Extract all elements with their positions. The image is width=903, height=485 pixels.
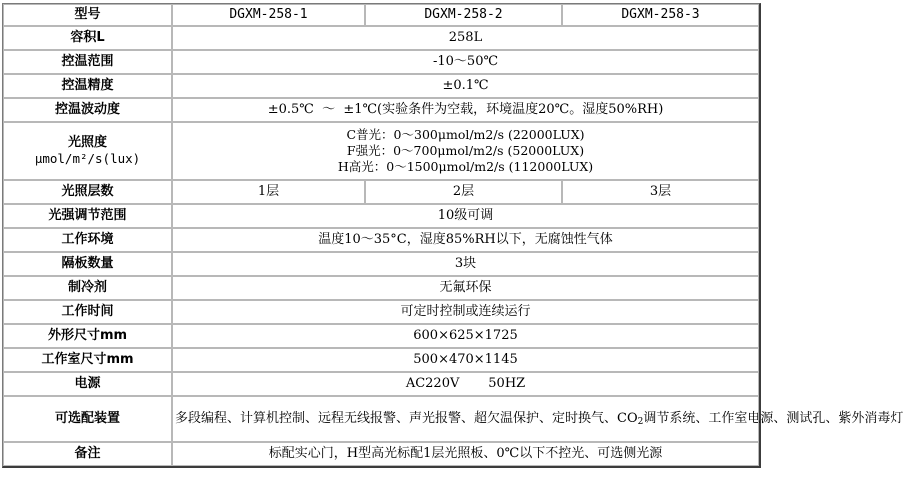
row-shelves	[3, 252, 759, 276]
chamber-size-label: 工作室尺寸mm	[3, 348, 172, 372]
outer-size-value: 600×625×1725	[172, 324, 759, 348]
row-outer-size	[3, 324, 759, 348]
work-env-label: 工作环境	[3, 228, 172, 252]
row-capacity	[3, 26, 759, 50]
temp-range-label: 控温范围	[3, 50, 172, 74]
row-temp-range	[3, 50, 759, 74]
light-layers-label: 光照层数	[3, 180, 172, 204]
options-subscript: 2	[637, 417, 644, 427]
chamber-size-value: 500×470×1145	[172, 348, 759, 372]
light-layers-3: 3层	[562, 180, 759, 204]
outer-size-label: 外形尺寸mm	[3, 324, 172, 348]
work-time-label: 工作时间	[3, 300, 172, 324]
light-layers-1: 1层	[172, 180, 365, 204]
remarks-label: 备注	[3, 442, 172, 466]
refrigerant-value: 无氟环保	[172, 276, 759, 300]
row-temp-fluctuation	[3, 98, 759, 122]
remarks-value: 标配实心门，H型高光标配1层光照板、0℃以下不控光、可选侧光源	[172, 442, 759, 466]
illuminance-c: C普光：0～300μmol/m2/s (22000LUX)	[346, 127, 585, 142]
temp-fluctuation-label: 控温波动度	[3, 98, 172, 122]
row-temp-precision	[3, 74, 759, 98]
capacity-label: 容积L	[3, 26, 172, 50]
row-power	[3, 372, 759, 396]
illuminance-f: F强光：0～700μmol/m2/s (52000LUX)	[346, 143, 585, 158]
row-illuminance	[3, 122, 759, 180]
row-work-env	[3, 228, 759, 252]
light-adjust-value: 10级可调	[172, 204, 759, 228]
light-adjust-label: 光强调节范围	[3, 204, 172, 228]
options-text-1: 多段编程、计算机控制、远程无线报警、声光报警、超欠温保护、定时换气、CO	[175, 411, 638, 426]
row-work-time	[3, 300, 759, 324]
refrigerant-label: 制冷剂	[3, 276, 172, 300]
spec-table	[2, 3, 903, 468]
temp-precision-label: 控温精度	[3, 74, 172, 98]
model-3: DGXM-258-3	[562, 4, 759, 26]
light-layers-2: 2层	[365, 180, 562, 204]
options-text-2: 调节系统、工作室电源、测试孔、紫外消毒灯	[643, 411, 903, 426]
illuminance-values	[172, 122, 759, 180]
shelves-label: 隔板数量	[3, 252, 172, 276]
illuminance-unit: μmol/m²/s(lux)	[34, 151, 141, 166]
options-label: 可选配装置	[3, 396, 172, 442]
power-label: 电源	[3, 372, 172, 396]
options-value	[172, 396, 903, 442]
row-remarks	[3, 442, 759, 466]
illuminance-label-line1: 光照度	[67, 135, 107, 150]
model-label: 型号	[3, 4, 172, 26]
row-refrigerant	[3, 276, 759, 300]
model-1: DGXM-258-1	[172, 4, 365, 26]
row-light-layers	[3, 180, 759, 204]
row-light-adjust	[3, 204, 759, 228]
work-time-value: 可定时控制或连续运行	[172, 300, 759, 324]
capacity-value: 258L	[172, 26, 759, 50]
shelves-value: 3块	[172, 252, 759, 276]
work-env-value: 温度10～35°C，湿度85%RH以下，无腐蚀性气体	[172, 228, 759, 252]
illuminance-h: H高光：0～1500μmol/m2/s (112000LUX)	[337, 159, 594, 174]
temp-precision-value: ±0.1℃	[172, 74, 759, 98]
temp-range-value: -10～50℃	[172, 50, 759, 74]
model-2: DGXM-258-2	[365, 4, 562, 26]
row-chamber-size	[3, 348, 759, 372]
power-value: AC220V 50HZ	[172, 372, 759, 396]
row-model	[3, 4, 759, 26]
temp-fluctuation-value: ±0.5℃ ～ ±1℃(实验条件为空载，环境温度20℃。湿度50%RH)	[172, 98, 759, 122]
illuminance-label	[3, 122, 172, 180]
row-options	[3, 396, 759, 442]
